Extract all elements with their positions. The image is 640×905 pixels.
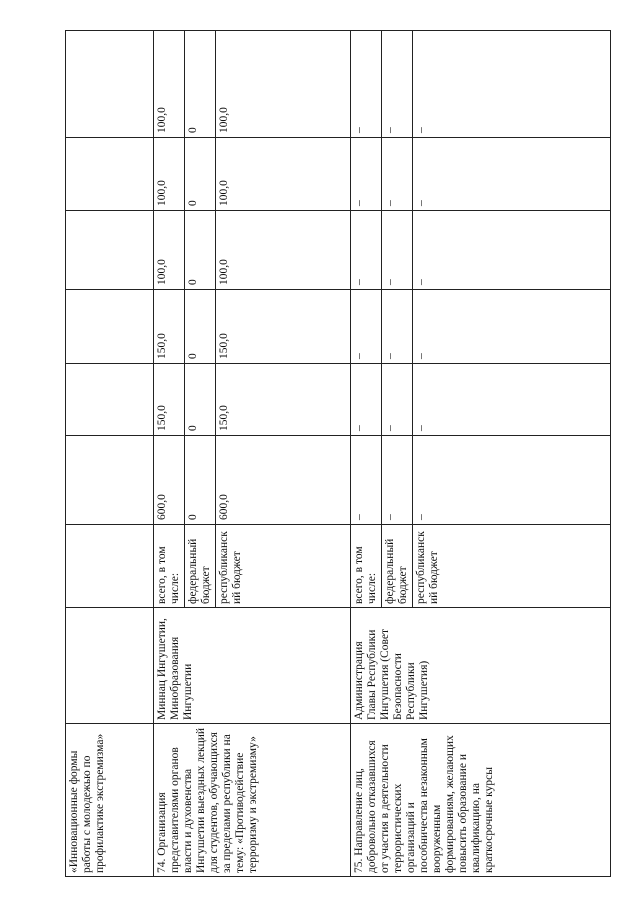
cell-name: «Инновационные формы работы с молодежью по профилактике экстремизма» [66, 724, 154, 877]
cell-year-1: 150,0 [154, 364, 185, 436]
cell-total: – [382, 436, 413, 525]
cell-year-3: 100,0 [216, 211, 351, 290]
cell-year-2: – [413, 290, 611, 364]
cell-year-5: 100,0 [154, 31, 185, 138]
cell-total: 600,0 [216, 436, 351, 525]
cell-source: федеральный бюджет [382, 525, 413, 608]
table-row-continuation [66, 31, 154, 877]
cell-year-5: – [382, 31, 413, 138]
cell-name-75: 75. Направление лиц, добровольно отказавшихся от участия в деятельности террористических организаций и пособничества незаконным вооруженным формированиям, желающих повысить образование и квалификацию, на краткосрочные курсы [351, 724, 611, 877]
cell-year-2: 0 [185, 290, 216, 364]
cell-year-4: 100,0 [216, 138, 351, 211]
cell-year-5: 0 [185, 31, 216, 138]
cell-year-3: 100,0 [154, 211, 185, 290]
cell-year-1: 0 [185, 364, 216, 436]
cell-year-2: – [351, 290, 382, 364]
cell-source: республиканский бюджет [216, 525, 351, 608]
table-row-75-total [351, 31, 382, 877]
cell-source [66, 525, 154, 608]
cell-year-4: – [413, 138, 611, 211]
cell-year-4: – [382, 138, 413, 211]
cell-executor-75: Администрация Главы Республики Ингушетия (Совет Безопасности Республики Ингушетия) [351, 608, 611, 724]
cell-year-1: – [413, 364, 611, 436]
cell-year-1: 150,0 [216, 364, 351, 436]
cell-year-2: 150,0 [216, 290, 351, 364]
cell-year-3: 0 [185, 211, 216, 290]
cell-source: всего, в том числе: [154, 525, 185, 608]
cell-year-2: 150,0 [154, 290, 185, 364]
cell-executor [66, 608, 154, 724]
cell-total [66, 436, 154, 525]
cell-year-3: – [351, 211, 382, 290]
cell-year-5: 100,0 [216, 31, 351, 138]
cell-year-4: – [351, 138, 382, 211]
cell-source: республиканский бюджет [413, 525, 611, 608]
cell-total: – [351, 436, 382, 525]
cell-year-5: – [413, 31, 611, 138]
cell-total: 0 [185, 436, 216, 525]
cell-year-3: – [382, 211, 413, 290]
table-row-74-total [154, 31, 185, 877]
cell-year-2: – [382, 290, 413, 364]
cell-executor-74: Миннац Ингушетии, Минобразования Ингушетии [154, 608, 351, 724]
cell-source: федеральный бюджет [185, 525, 216, 608]
cell-year-4: 0 [185, 138, 216, 211]
cell-name-74: 74. Организация представителями органов власти и духовенства Ингушетии выездных лекций для студентов, обучающихся за пределами республики на тему: «Противодействие терроризму и экстремизму» [154, 724, 351, 877]
cell-year-3 [66, 211, 154, 290]
cell-year-4 [66, 138, 154, 211]
cell-year-1: – [351, 364, 382, 436]
cell-year-2 [66, 290, 154, 364]
cell-total: 600,0 [154, 436, 185, 525]
cell-total: – [413, 436, 611, 525]
cell-year-4: 100,0 [154, 138, 185, 211]
budget-table [65, 30, 611, 877]
cell-year-1: – [382, 364, 413, 436]
cell-year-3: – [413, 211, 611, 290]
cell-year-5: – [351, 31, 382, 138]
cell-source: всего, в том числе: [351, 525, 382, 608]
rotated-page [65, 31, 596, 877]
cell-year-5 [66, 31, 154, 138]
cell-year-1 [66, 364, 154, 436]
